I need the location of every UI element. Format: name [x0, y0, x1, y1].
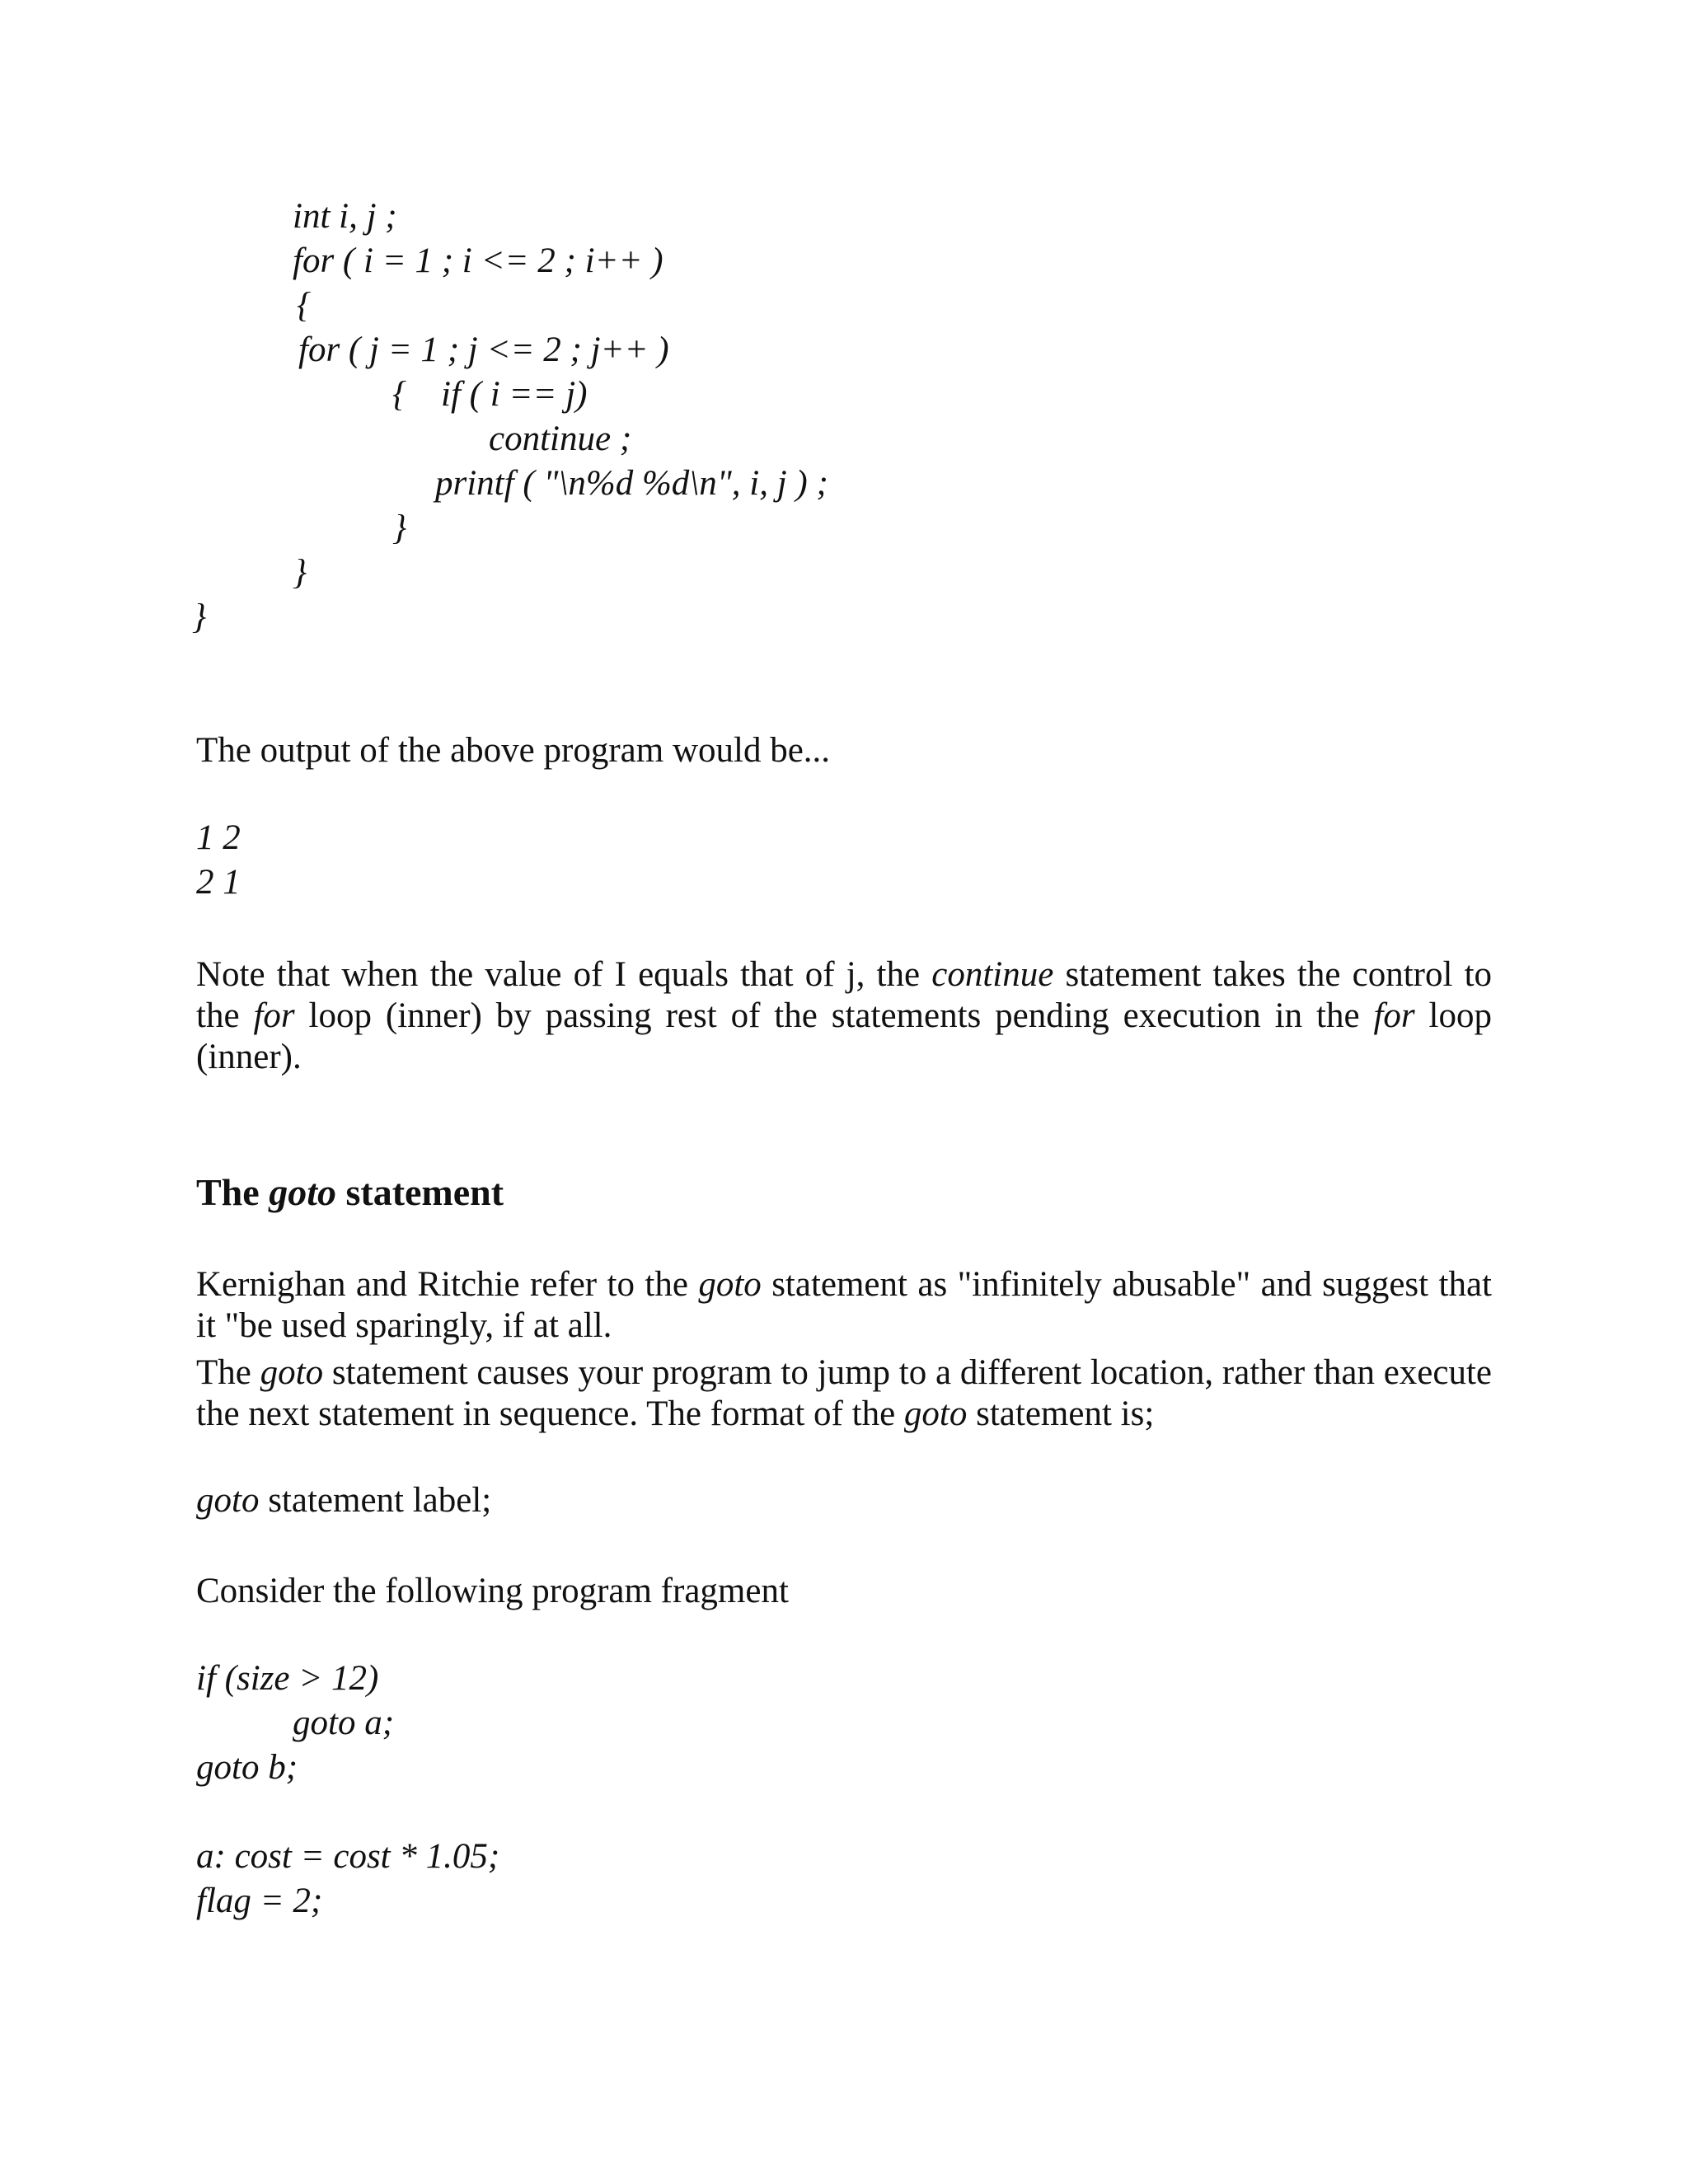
goto-syntax-line: goto statement label; — [196, 1481, 492, 1520]
kernighan-ritchie-paragraph: Kernighan and Ritchie refer to the goto statement as "infinitely abusable" and suggest that it "be used sparingly, if at all. — [196, 1265, 1492, 1345]
code2-if-line: if (size > 12) — [196, 1659, 379, 1698]
code-line-outer-close-brace: } — [293, 553, 307, 592]
goto-format-paragraph: The goto statement causes your program to jump to a different location, rather than execute the next statement in sequence. The format of the goto statement is; — [196, 1353, 1492, 1433]
code2-goto-a-line: goto a; — [293, 1704, 395, 1742]
code-line-printf: printf ( "\n%d %d\n", i, j ) ; — [435, 464, 828, 503]
heading-keyword-goto: goto — [269, 1171, 336, 1213]
keyword-continue: continue — [931, 955, 1054, 994]
keyword-goto: goto — [196, 1481, 260, 1520]
code-line-inner-for: for ( j = 1 ; j <= 2 ; j++ ) — [298, 330, 669, 369]
keyword-goto: goto — [698, 1265, 762, 1304]
note-paragraph: Note that when the value of I equals that of j, the continue statement takes the control to the for loop (inner) by passing rest of the statements pending execution in the for loop (inner). — [196, 955, 1493, 1076]
code-line-inner-close-brace: } — [392, 509, 407, 547]
output-line-1: 1 2 — [196, 818, 241, 857]
code-line-continue: continue ; — [489, 419, 632, 458]
consider-text: Consider the following program fragment — [196, 1572, 789, 1610]
code-line-decl: int i, j ; — [293, 197, 397, 236]
code-line-outer-for: for ( i = 1 ; i <= 2 ; i++ ) — [293, 241, 663, 280]
keyword-for: for — [1373, 996, 1415, 1035]
code-line-outer-open-brace: { — [297, 286, 312, 325]
code-line-inner-open-brace: { — [392, 375, 407, 414]
section-heading: The goto statement — [196, 1171, 504, 1213]
keyword-goto: goto — [903, 1394, 968, 1433]
code2-flag-line: flag = 2; — [196, 1882, 323, 1920]
keyword-goto: goto — [260, 1353, 324, 1392]
output-line-2: 2 1 — [196, 863, 241, 902]
code-line-function-close-brace: } — [192, 598, 207, 636]
output-intro-text: The output of the above program would be... — [196, 731, 831, 770]
code2-cost-line: a: cost = cost * 1.05; — [196, 1837, 500, 1876]
code-line-if: if ( i == j) — [441, 375, 588, 414]
keyword-for: for — [253, 996, 295, 1035]
code2-goto-b-line: goto b; — [196, 1748, 298, 1787]
